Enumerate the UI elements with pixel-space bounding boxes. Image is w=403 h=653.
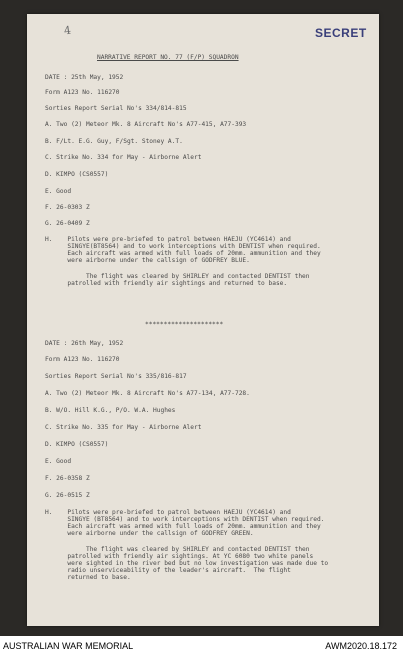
document-page <box>27 14 379 626</box>
report2-line-b: B. W/O. Hill K.G., P/O. W.A. Hughes <box>45 407 176 414</box>
report-title: NARRATIVE REPORT NO. 77 (F/P) SQUADRON <box>97 54 239 61</box>
report1-line-e: E. Good <box>45 188 72 195</box>
report1-line-c: C. Strike No. 334 for May - Airborne Alert <box>45 154 202 161</box>
report1-line-a: A. Two (2) Meteor Mk. 8 Aircraft No's A77-415, A77-393 <box>45 121 247 128</box>
report2-form: Form A123 No. 116270 <box>45 356 120 363</box>
archive-footer <box>0 637 403 653</box>
report2-line-f: F. 26-0358 Z <box>45 475 90 482</box>
report1-line-f: F. 26-0303 Z <box>45 204 90 211</box>
section-divider: ********************* <box>145 321 224 328</box>
report2-line-a: A. Two (2) Meteor Mk. 8 Aircraft No's A77-134, A77-728. <box>45 390 250 397</box>
report1-date: DATE : 25th May, 1952 <box>45 74 124 81</box>
report1-line-d: D. KIMPO (CS0557) <box>45 171 109 178</box>
report2-sorties: Sorties Report Serial No's 335/816-817 <box>45 373 187 380</box>
footer-institution: AUSTRALIAN WAR MEMORIAL <box>3 641 134 651</box>
secret-stamp: SECRET <box>315 26 367 40</box>
report1-narrative-briefing: H. Pilots were pre-briefed to patrol between HAEJU (YC4614) and SINGYE(BT8564) and to work interceptions with DENTIST when required. Each aircraft was armed with full loads of 20mm. ammunition and they were airborne under the callsign of GODFREY BLUE. <box>45 236 321 264</box>
report2-line-g: G. 26-0515 Z <box>45 492 90 499</box>
report2-line-e: E. Good <box>45 458 72 465</box>
report1-line-b: B. F/Lt. E.G. Guy, F/Sgt. Stoney A.T. <box>45 138 183 145</box>
report2-date: DATE : 26th May, 1952 <box>45 340 124 347</box>
report2-line-d: D. KIMPO (CS0557) <box>45 441 109 448</box>
report1-sorties: Sorties Report Serial No's 334/814-815 <box>45 105 187 112</box>
report1-form: Form A123 No. 116270 <box>45 89 120 96</box>
footer-accession-number: AWM2020.18.172 <box>325 641 397 651</box>
report2-narrative-briefing: H. Pilots were pre-briefed to patrol between HAEJU (YC4614) and SINGYE (BT8564) and to work interceptions with DENTIST when required. Each aircraft was armed with full loads of 20mm. ammunition and they were airborne under the callsign of GODFREY GREEN. <box>45 509 325 537</box>
report2-line-c: C. Strike No. 335 for May - Airborne Alert <box>45 424 202 431</box>
report1-line-g: G. 26-0409 Z <box>45 220 90 227</box>
handwritten-mark: 4 <box>63 23 72 38</box>
report1-narrative-flight: The flight was cleared by SHIRLEY and contacted DENTIST then patrolled with friendly air sightings and returned to base. <box>67 273 310 287</box>
report2-narrative-flight: The flight was cleared by SHIRLEY and contacted DENTIST then patrolled with friendly air sightings. At YC 6080 two white panels were sighted in the river bed but no low investigation was made due to radio unserviceability of the leader's aircraft. The flight returned to base. <box>67 546 329 581</box>
